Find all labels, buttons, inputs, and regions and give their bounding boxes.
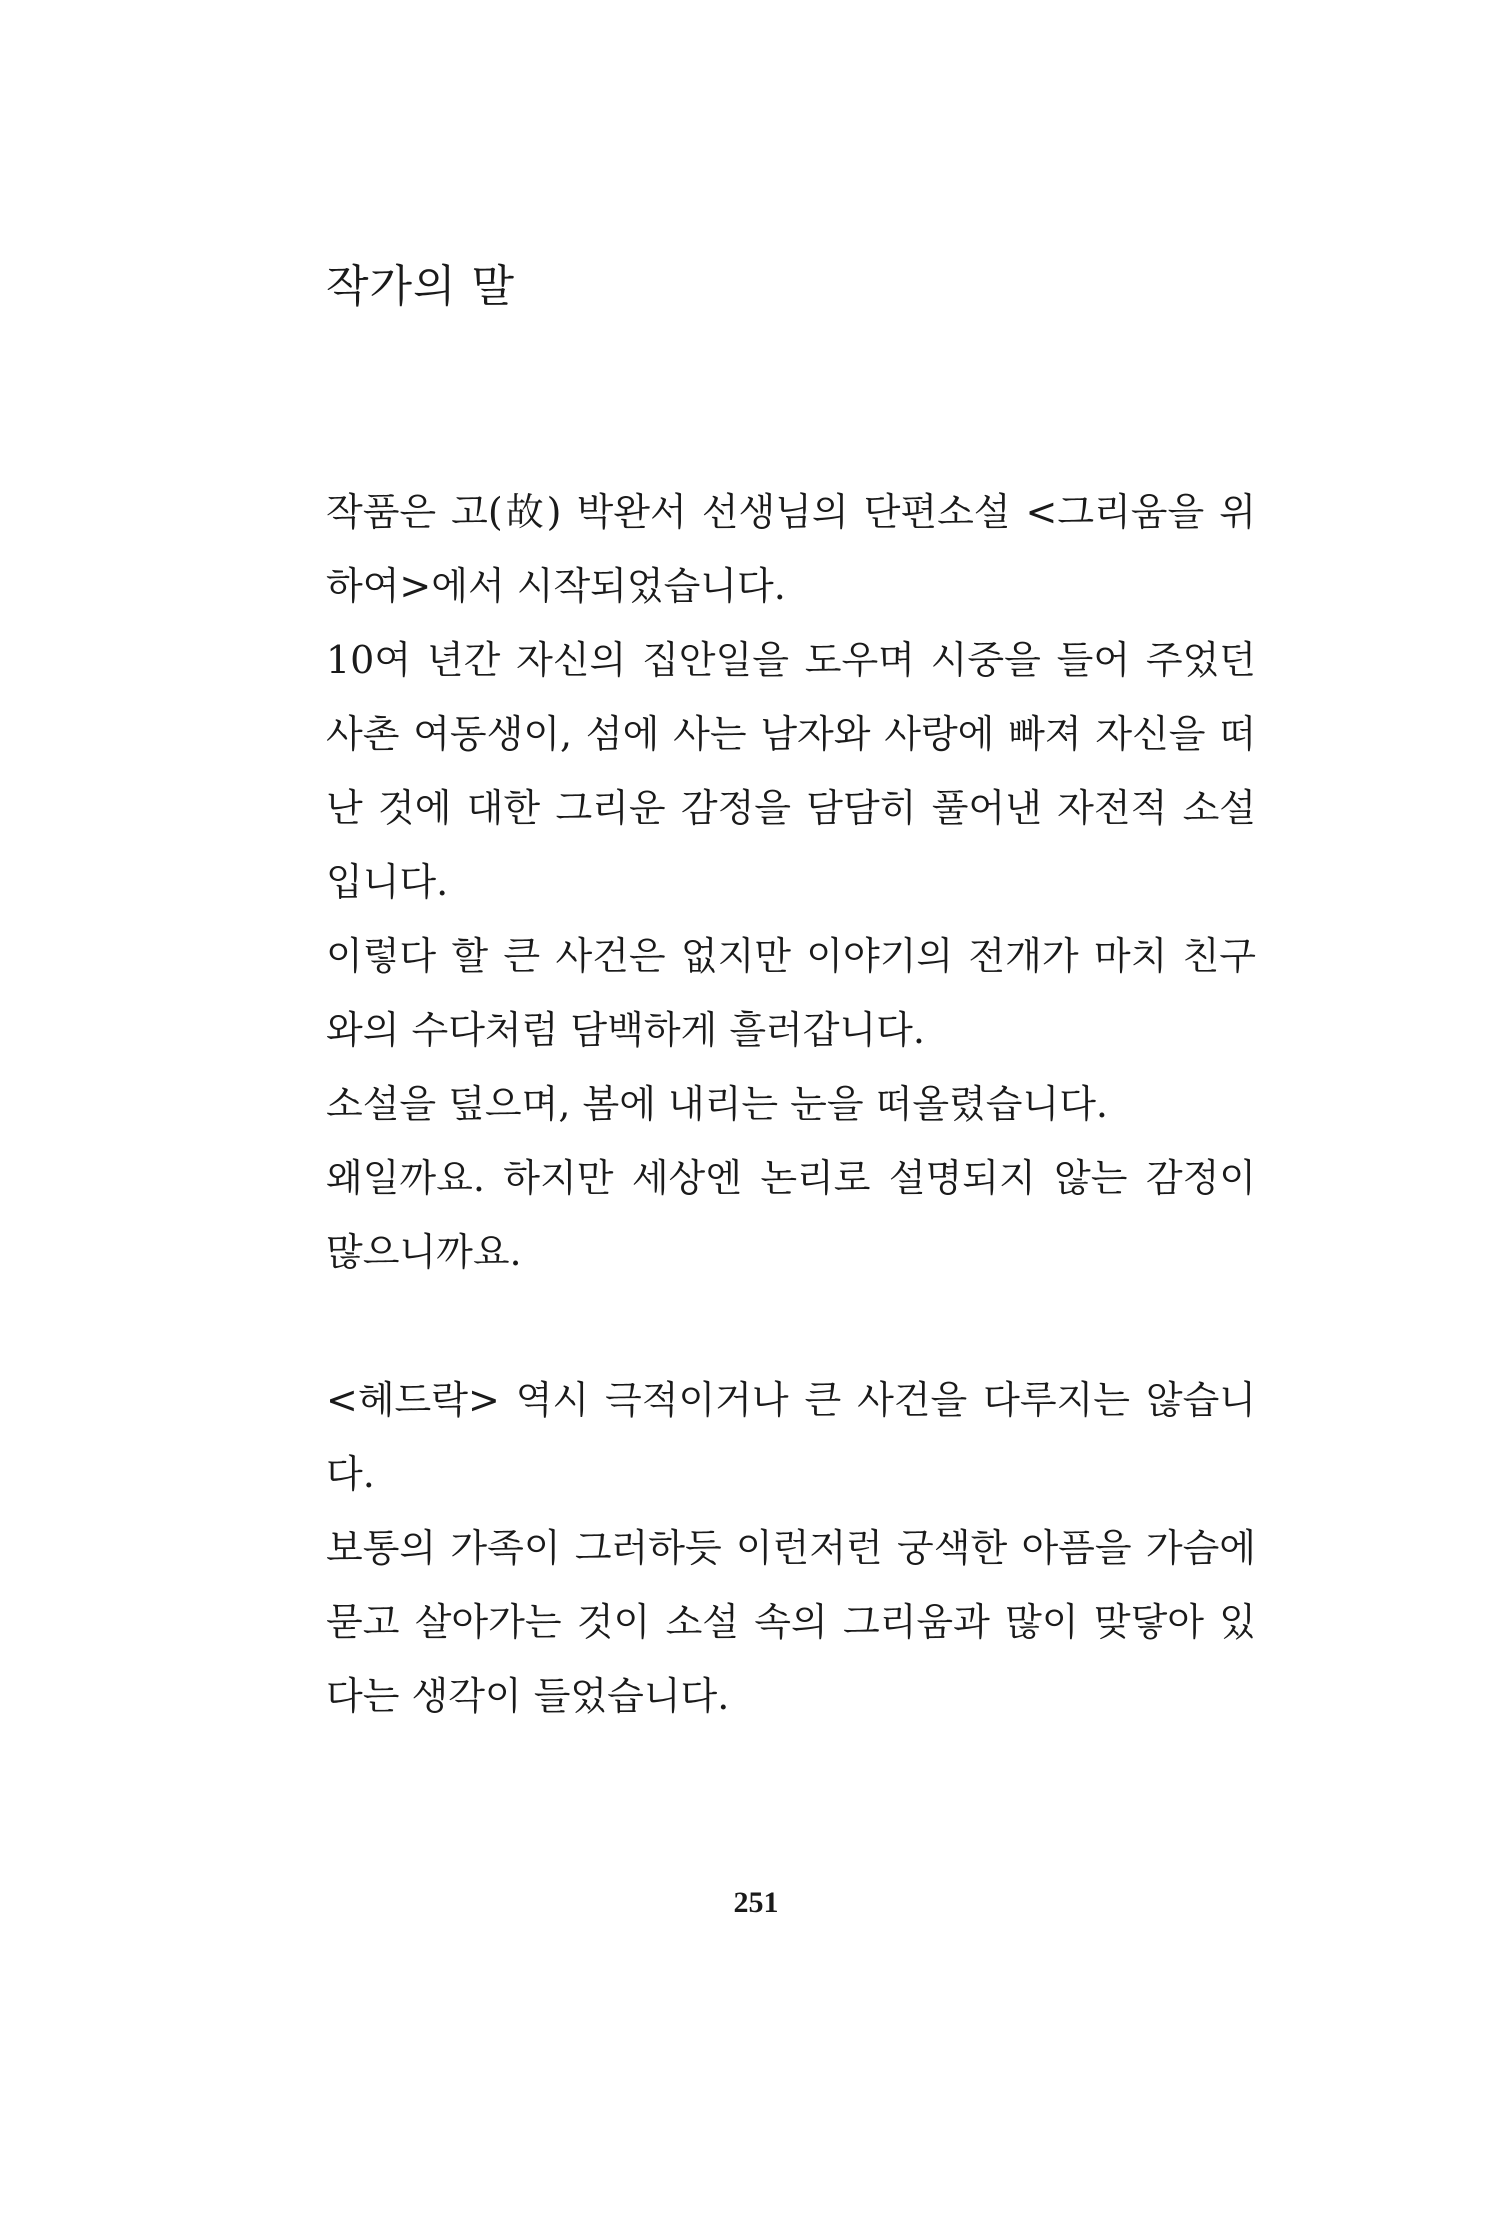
paragraph: <헤드락> 역시 극적이거나 큰 사건을 다루지는 않습니다. [326,1378,1256,1496]
body-text [326,475,1256,1733]
paragraph: 작품은 고(故) 박완서 선생님의 단편소설 <그리움을 위하여>에서 시작되었습니다. [326,490,1256,608]
paragraph: 10여 년간 자신의 집안일을 도우며 시중을 들어 주었던 사촌 여동생이, 섬에 사는 남자와 사랑에 빠져 자신을 떠난 것에 대한 그리운 감정을 담담히 풀어낸 자전적 소설입니다. [326,638,1256,904]
paragraph: 이렇다 할 큰 사건은 없지만 이야기의 전개가 마치 친구와의 수다처럼 담백하게 흘러갑니다. [326,934,1256,1052]
page-number: 251 [733,1886,779,1919]
page-title: 작가의 말 [326,261,516,312]
paragraph: 왜일까요. 하지만 세상엔 논리로 설명되지 않는 감정이 많으니까요. [326,1156,1256,1274]
paragraph-gap [326,1289,1256,1363]
paragraph: 소설을 덮으며, 봄에 내리는 눈을 떠올렸습니다. [326,1082,1109,1126]
paragraph: 보통의 가족이 그러하듯 이런저런 궁색한 아픔을 가슴에 묻고 살아가는 것이 소설 속의 그리움과 많이 맞닿아 있다는 생각이 들었습니다. [326,1526,1256,1718]
